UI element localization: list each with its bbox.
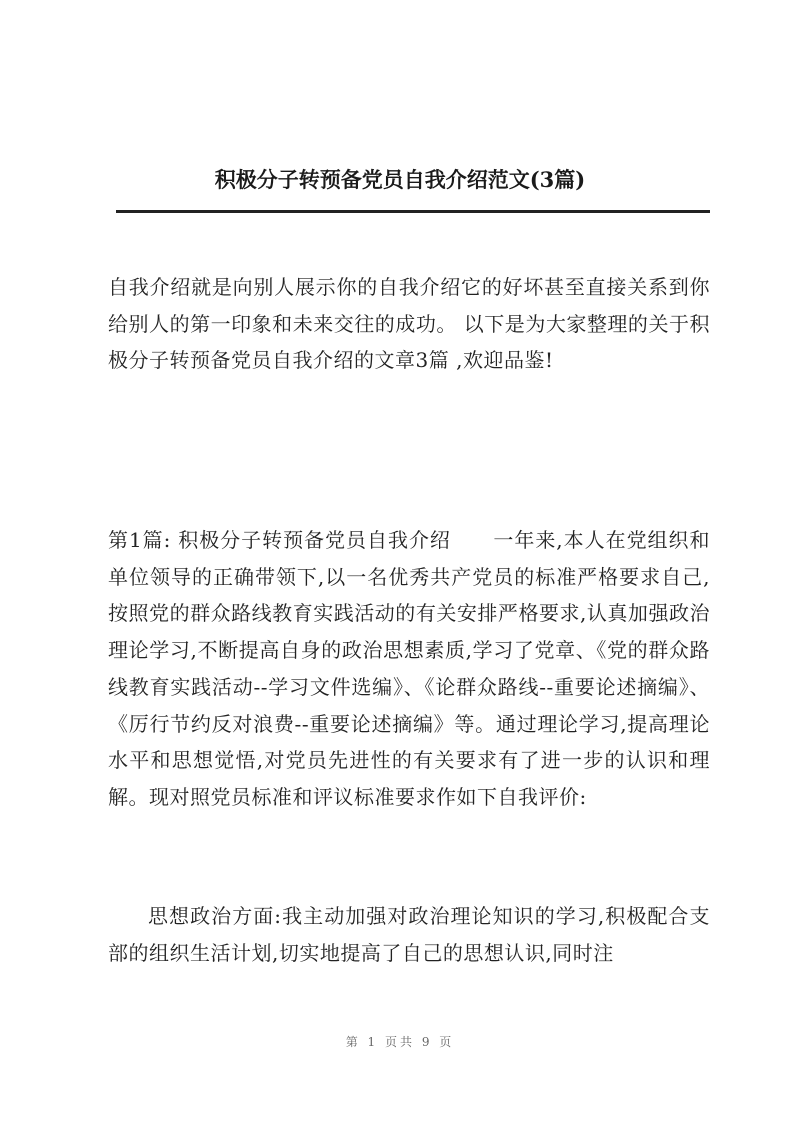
political-aspect-paragraph: 思想政治方面:我主动加强对政治理论知识的学习,积极配合支部的组织生活计划,切实地提高了自己的思想认识,同时注 (108, 904, 710, 965)
section-1-paragraph (108, 522, 710, 816)
title-divider (116, 210, 710, 213)
section-1-body: 一年来,本人在党组织和单位领导的正确带领下,以一名优秀共产党员的标准严格要求自己,按照党的群众路线教育实践活动的有关安排严格要求,认真加强政治理论学习,不断提高自身的政治思想素质,学习了党章、《党的群众路线教育实践活动--学习文件选编》、《论群众路线--重要论述摘编》、《厉行节约反对浪费--重要论述摘编》等。通过理论学习,提高理论水平和思想觉悟,对党员先进性的有关要求有了进一步的认识和理解。现对照党员标准和评议标准要求作如下自我评价: (108, 528, 710, 809)
section-1-heading: 第1篇: 积极分子转预备党员自我介绍 (108, 528, 451, 552)
page-number-footer: 第 1 页共 9 页 (345, 1035, 455, 1049)
page-title: 积极分子转预备党员自我介绍范文(3篇) (214, 167, 586, 192)
intro-paragraph: 自我介绍就是向别人展示你的自我介绍它的好坏甚至直接关系到你给别人的第一印象和未来交往的成功。 以下是为大家整理的关于积极分子转预备党员自我介绍的文章3篇 ,欢迎品鉴! (108, 275, 710, 373)
